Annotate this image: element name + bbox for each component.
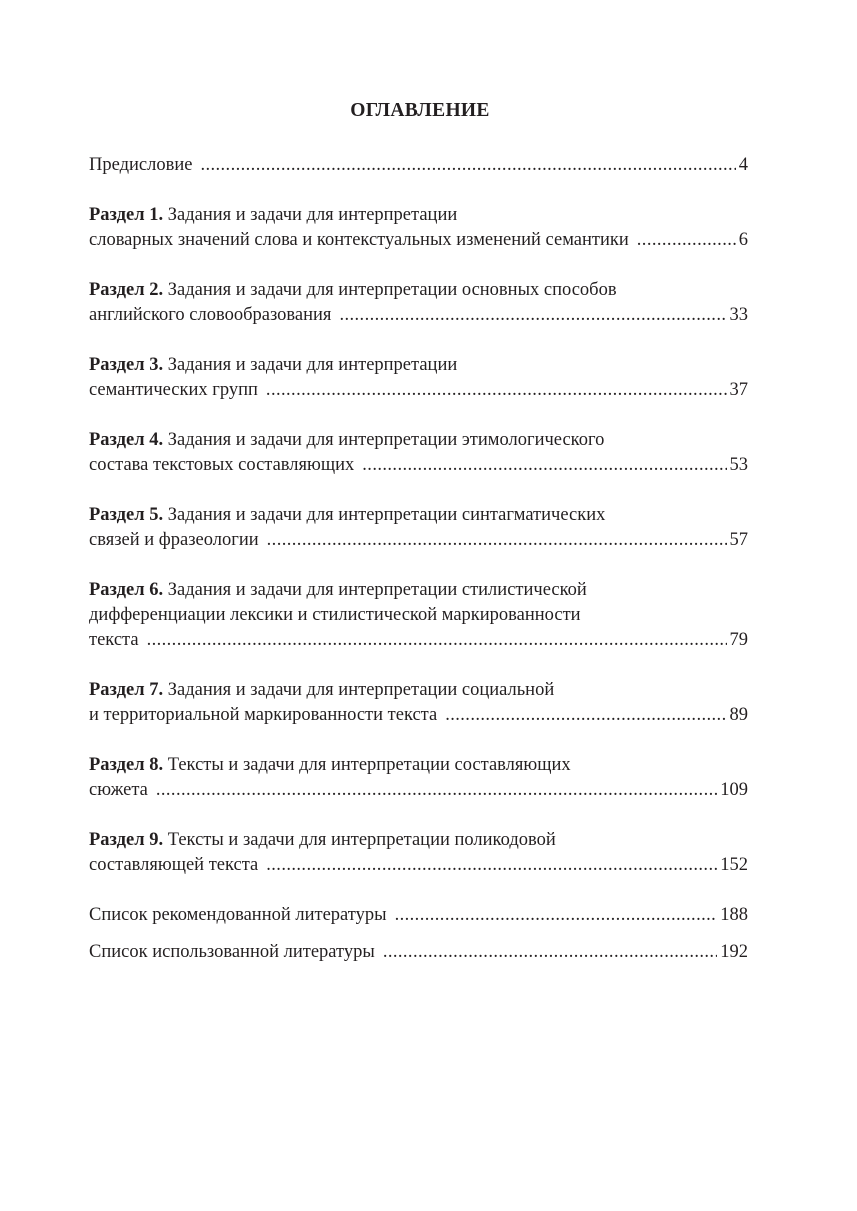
toc-page-number: 4	[738, 155, 748, 175]
toc-entry-preface[interactable]	[89, 153, 748, 178]
section-number: Раздел 7.	[89, 680, 164, 700]
section-number: Раздел 3.	[89, 355, 164, 375]
toc-entry-title: Задания и задачи для интерпретации этимологического	[163, 430, 605, 450]
leader-dots	[383, 940, 717, 965]
toc-entry-section-8[interactable]	[89, 753, 748, 803]
toc-entry-title: Задания и задачи для интерпретации синтагматических	[163, 505, 606, 525]
toc-entry-title-cont: и территориальной маркированности текста	[89, 705, 438, 725]
leader-dots	[637, 228, 736, 253]
toc-entry-title-cont: связей и фразеологии	[89, 530, 259, 550]
toc-page-number: 53	[729, 455, 748, 475]
toc-entry-title: Список использованной литературы	[89, 942, 375, 962]
toc-entry-section-5[interactable]	[89, 503, 748, 553]
leader-dots	[362, 453, 726, 478]
toc-entry-title: Тексты и задачи для интерпретации составляющих	[163, 755, 571, 775]
toc-page-number: 33	[729, 305, 748, 325]
section-number: Раздел 9.	[89, 830, 164, 850]
section-number: Раздел 5.	[89, 505, 164, 525]
toc-entry-section-3[interactable]	[89, 353, 748, 403]
leader-dots	[200, 153, 735, 178]
section-number: Раздел 4.	[89, 430, 164, 450]
toc-page-number: 79	[729, 630, 748, 650]
toc-entry-section-7[interactable]	[89, 678, 748, 728]
leader-dots	[266, 853, 717, 878]
toc-entry-title-cont: сюжета	[89, 780, 148, 800]
toc-entry-title: Тексты и задачи для интерпретации поликодовой	[163, 830, 556, 850]
section-number: Раздел 2.	[89, 280, 164, 300]
toc-page-number: 6	[738, 230, 748, 250]
toc-page-number: 37	[729, 380, 748, 400]
toc-entry-title-cont: английского словообразования	[89, 305, 332, 325]
toc-entry-title-cont: дифференциации лексики и стилистической маркированности	[89, 605, 581, 625]
toc-entry-used-literature[interactable]	[89, 940, 748, 965]
section-number: Раздел 1.	[89, 205, 164, 225]
leader-dots	[147, 628, 727, 653]
toc-page-number: 192	[720, 942, 748, 962]
leader-dots	[267, 528, 727, 553]
toc-entry-title-cont: семантических групп	[89, 380, 258, 400]
leader-dots	[339, 303, 726, 328]
toc-entry-title: Задания и задачи для интерпретации стилистической	[163, 580, 587, 600]
toc-entry-title-cont: составляющей текста	[89, 855, 259, 875]
toc-page-number: 109	[720, 780, 748, 800]
section-number: Раздел 6.	[89, 580, 164, 600]
leader-dots	[266, 378, 727, 403]
toc-entry-title: Список рекомендованной литературы	[89, 905, 387, 925]
toc-entry-title: Задания и задачи для интерпретации социальной	[163, 680, 555, 700]
section-number: Раздел 8.	[89, 755, 164, 775]
toc-entry-section-1[interactable]	[89, 203, 748, 253]
toc-entry-title: Предисловие	[89, 155, 193, 175]
toc-entry-title: Задания и задачи для интерпретации	[163, 205, 458, 225]
toc-entry-title-cont: текста	[89, 630, 139, 650]
toc-entry-title: Задания и задачи для интерпретации основных способов	[163, 280, 617, 300]
toc-entry-section-9[interactable]	[89, 828, 748, 878]
toc-page-number: 89	[729, 705, 748, 725]
toc-page-number: 152	[720, 855, 748, 875]
toc-entry-section-4[interactable]	[89, 428, 748, 478]
leader-dots	[156, 778, 717, 803]
page-title: ОГЛАВЛЕНИЕ	[350, 100, 490, 121]
toc-entry-section-2[interactable]	[89, 278, 748, 328]
toc-entry-recommended-literature[interactable]	[89, 903, 748, 928]
toc-page-number: 57	[729, 530, 748, 550]
leader-dots	[395, 903, 718, 928]
toc-entry-title-cont: состава текстовых составляющих	[89, 455, 355, 475]
toc-entry-title-cont: словарных значений слова и контекстуальных изменений семантики	[89, 230, 629, 250]
leader-dots	[445, 703, 726, 728]
toc-entry-section-6[interactable]	[89, 578, 748, 653]
toc-page-number: 188	[720, 905, 748, 925]
toc-entry-title: Задания и задачи для интерпретации	[163, 355, 458, 375]
